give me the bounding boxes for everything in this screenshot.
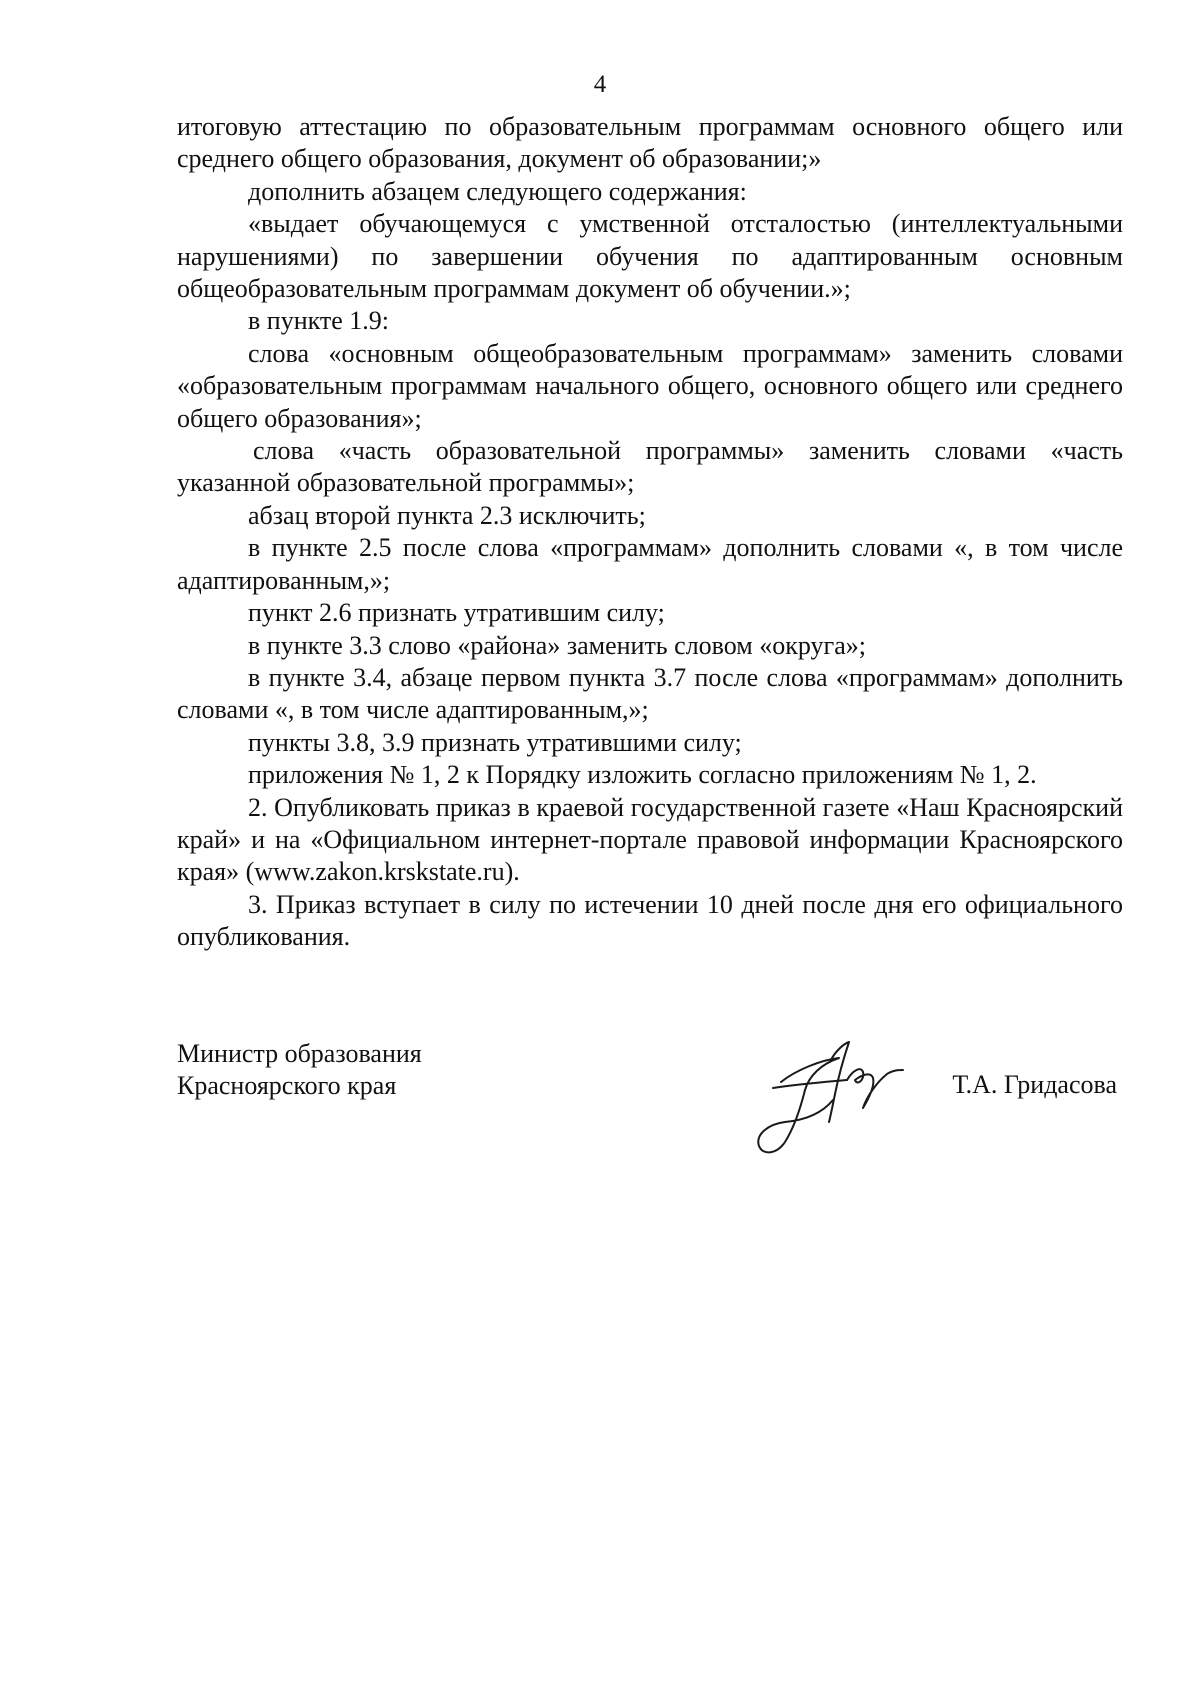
paragraph-clause-1-9-part: слова «часть образовательной программы» заменить словами «часть указанной образовательной программы»; (177, 436, 1123, 498)
paragraph-effective-date: 3. Приказ вступает в силу по истечении 10 дней после дня его официального опубликования. (177, 889, 1123, 952)
paragraph-appendices: приложения № 1, 2 к Порядку изложить согласно приложениям № 1, 2. (248, 760, 1037, 790)
signer-title-line-1: Министр образования (177, 1039, 422, 1068)
paragraph-clause-2-5: в пункте 2.5 после слова «программам» дополнить словами «, в том числе адаптированным,»; (177, 533, 1123, 595)
page-number: 4 (593, 71, 607, 98)
paragraph-clause-3-4: в пункте 3.4, абзаце первом пункта 3.7 после слова «программам» дополнить словами «, в том числе адаптированным,»; (177, 662, 1123, 725)
paragraph-clause-1-9: в пункте 1.9: (248, 306, 390, 336)
signer-title (177, 1038, 422, 1102)
paragraph-clause-1-9-words: слова «основным общеобразовательным программам» заменить словами «образовательным программам начального общего, основного общего или среднего общего образования»; (177, 338, 1123, 433)
paragraph-publish: 2. Опубликовать приказ в краевой государственной газете «Наш Красноярский край» и на «Официальном интернет-портале правовой информации Красноярского края» (www.zakon.krskstate.ru). (177, 792, 1123, 887)
paragraph-clause-2-6: пункт 2.6 признать утратившим силу; (248, 598, 665, 628)
handwritten-signature-icon (751, 1030, 911, 1160)
paragraph-amendment-quote: «выдает обучающемуся с умственной отсталостью (интеллектуальными нарушениями) по завершении обучения по адаптированным основным общеобразовательным программам документ об обучении.»; (177, 209, 1123, 304)
document-body (177, 111, 1123, 954)
paragraph-clause-2-3: абзац второй пункта 2.3 исключить; (248, 500, 646, 530)
signer-name: Т.А. Гридасова (952, 1070, 1117, 1099)
paragraph-clause-3-8: пункты 3.8, 3.9 признать утратившими силу; (248, 727, 742, 757)
signer-title-line-2: Красноярского края (177, 1071, 397, 1100)
paragraph-continuation: итоговую аттестацию по образовательным программам основного общего или среднего общего образования, документ об образовании;» (177, 112, 1123, 174)
paragraph-clause-3-3: в пункте 3.3 слово «района» заменить словом «округа»; (248, 630, 866, 660)
paragraph-amendment-intro: дополнить абзацем следующего содержания: (248, 176, 747, 206)
signature-block (177, 1038, 1123, 1178)
